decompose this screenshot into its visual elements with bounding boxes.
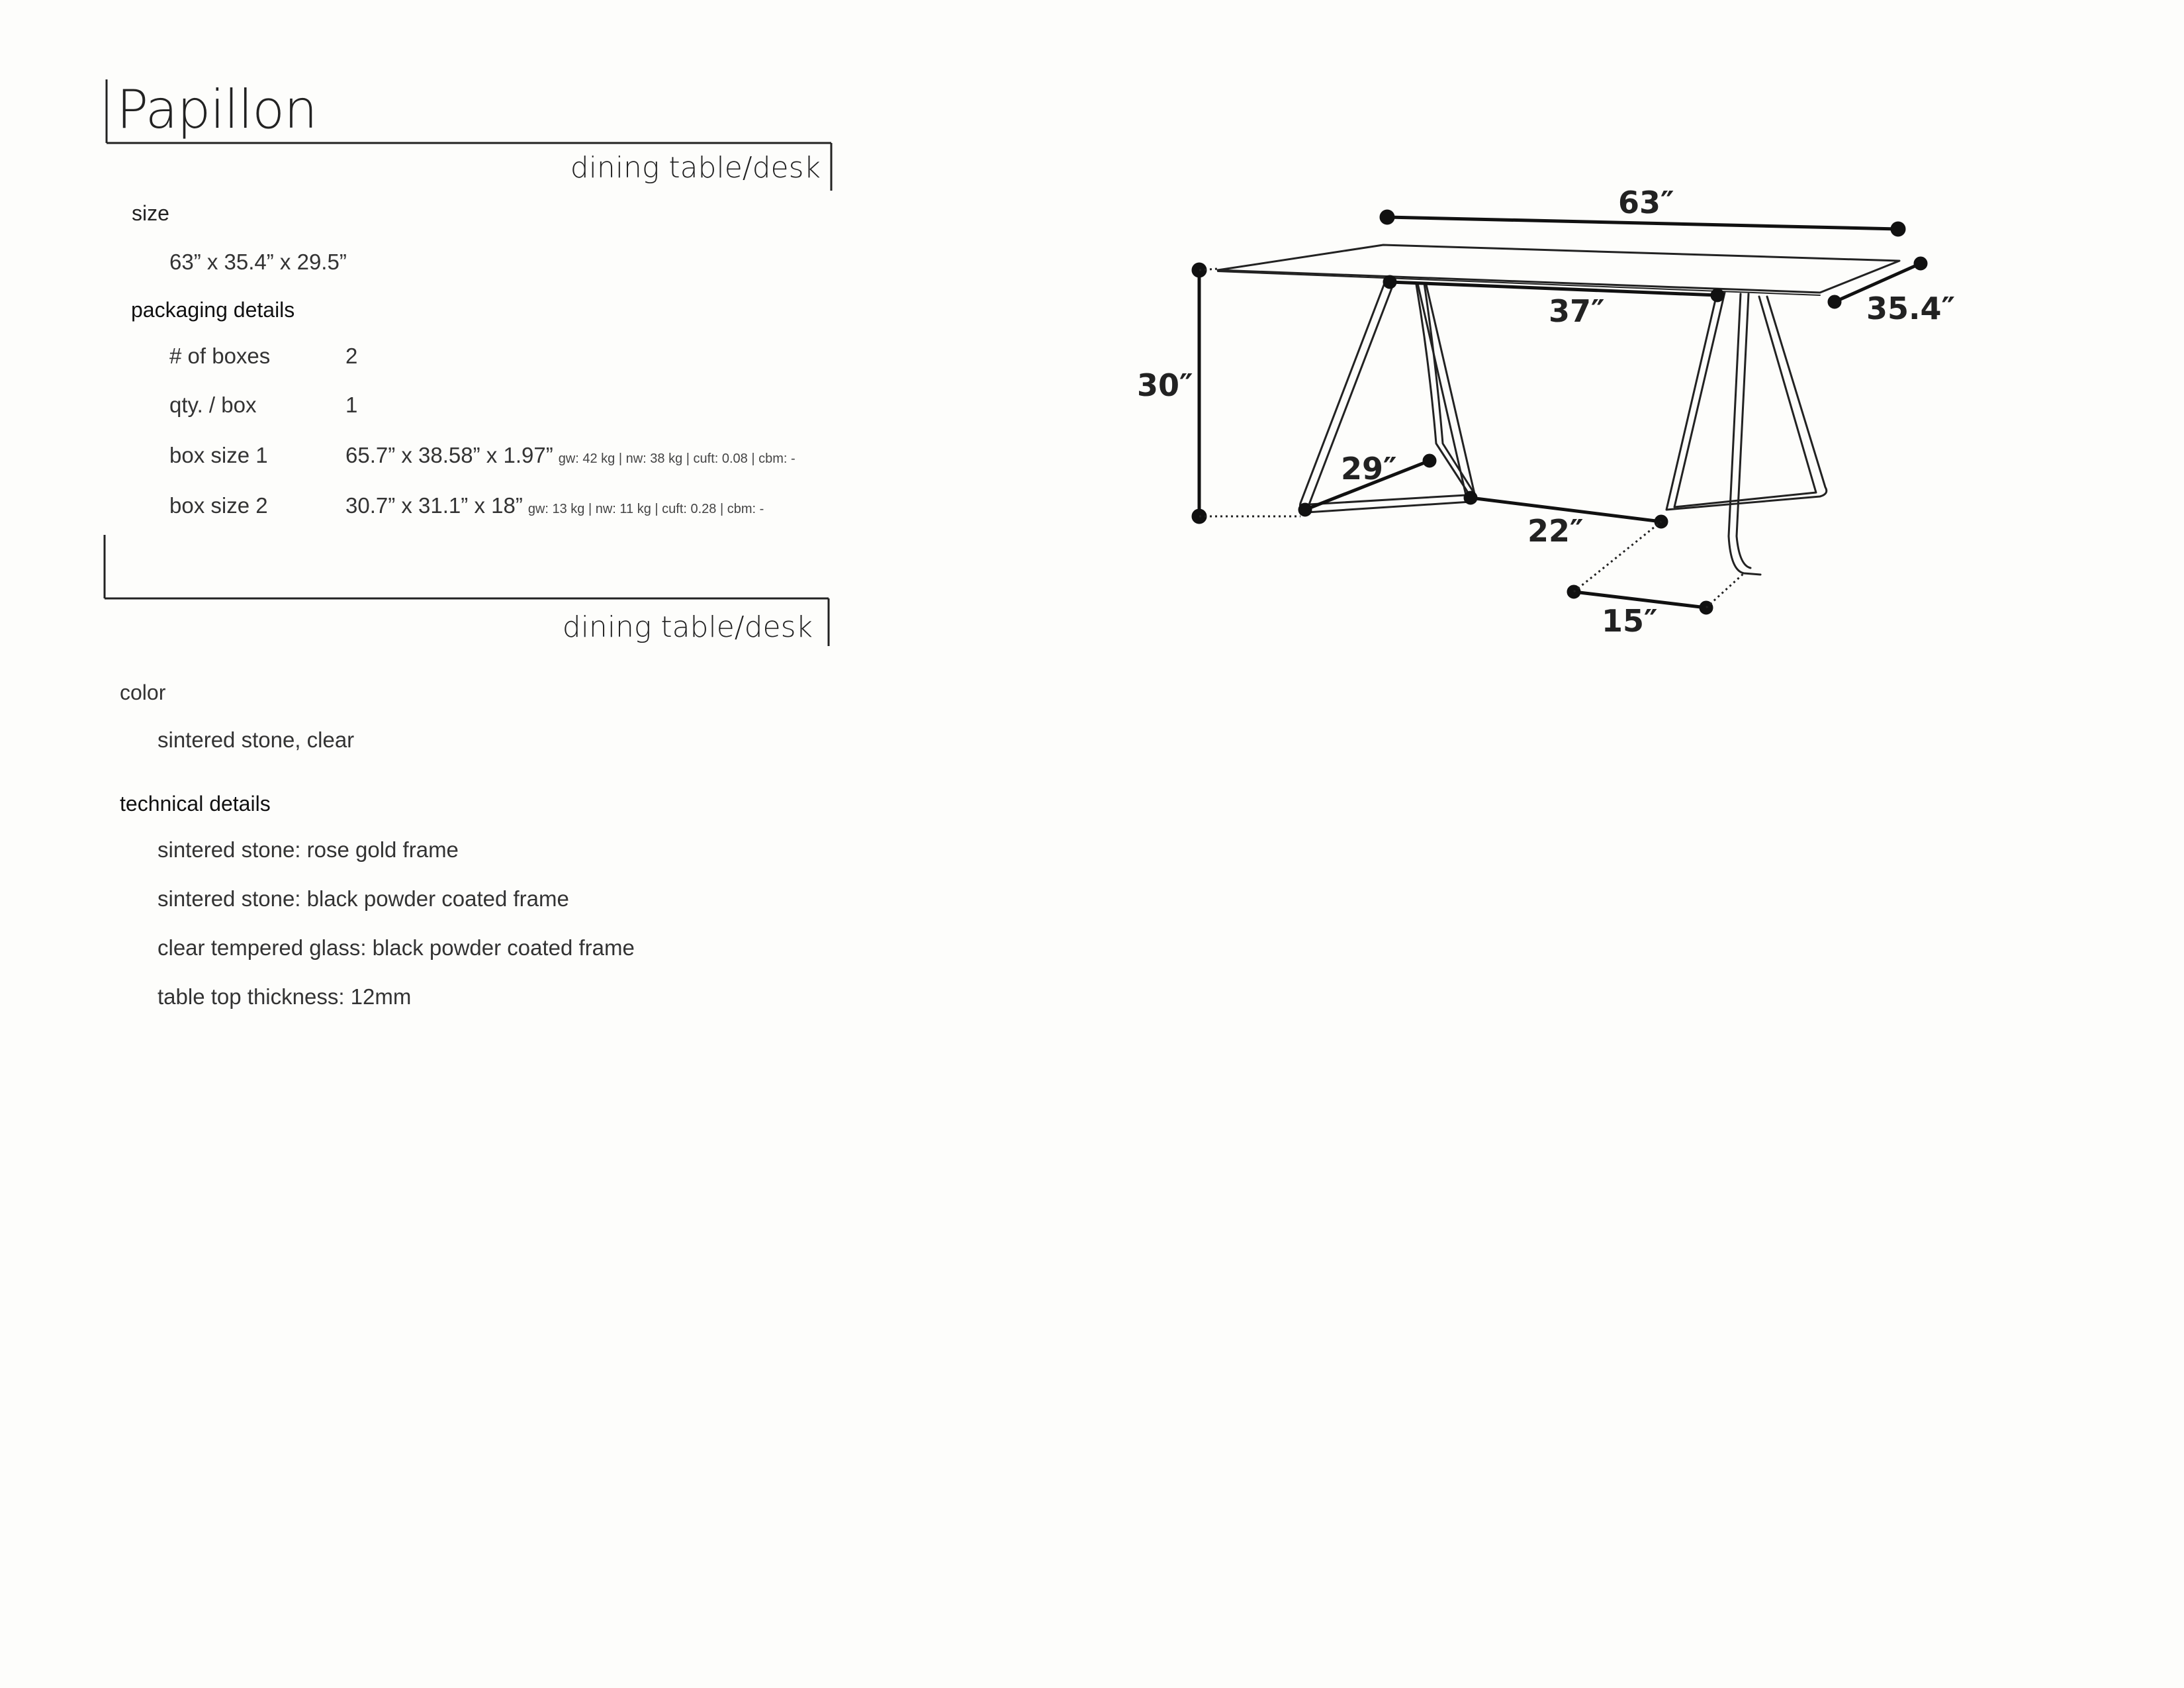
dimension-length-label: 63″ (1618, 185, 1674, 220)
box-size-1-note: gw: 42 kg | nw: 38 kg | cuft: 0.08 | cbm: - (558, 451, 796, 466)
right-leg-inner (1674, 293, 1816, 507)
table-dimension-drawing (1125, 165, 1999, 669)
dimension-leg-depth-label: 29″ (1341, 451, 1397, 487)
right-leg-cross (1729, 294, 1760, 575)
packaging-label: packaging details (131, 298, 295, 322)
packaging-row-label: box size 1 (169, 443, 268, 467)
technical-item: table top thickness: 12mm (158, 984, 412, 1009)
packaging-row-label: box size 2 (169, 493, 268, 518)
dimension-foot-label: 15″ (1602, 603, 1658, 639)
packaging-row-value: 2 (345, 344, 358, 368)
technical-label: technical details (120, 792, 271, 816)
size-value: 63” x 35.4” x 29.5” (169, 250, 347, 274)
dimension-inner-span-label: 37″ (1549, 293, 1605, 329)
dimension-height-label: 30″ (1137, 367, 1193, 403)
packaging-row-label: qty. / box (169, 393, 257, 417)
technical-item: sintered stone: rose gold frame (158, 837, 459, 862)
size-label: size (132, 201, 169, 225)
color-value: sintered stone, clear (158, 727, 355, 752)
box-size-2-note: gw: 13 kg | nw: 11 kg | cuft: 0.28 | cbm: - (527, 502, 764, 516)
box-size-2-value: 30.7” x 31.1” x 18” (345, 493, 523, 518)
packaging-row-value (345, 492, 764, 522)
color-label: color (120, 680, 166, 704)
product-subtitle-secondary: dining table/desk (562, 610, 813, 644)
box-size-1-value: 65.7” x 38.58” x 1.97” (345, 443, 553, 467)
packaging-row-label: # of boxes (169, 344, 271, 368)
product-subtitle: dining table/desk (570, 151, 821, 185)
technical-item: clear tempered glass: black powder coated frame (158, 935, 635, 960)
dimension-depth-label: 35.4″ (1866, 291, 1956, 326)
packaging-row-value: 1 (345, 393, 358, 417)
dimension-base-span-label: 22″ (1527, 513, 1584, 549)
technical-item: sintered stone: black powder coated frame (158, 886, 569, 911)
packaging-row-value (345, 442, 796, 472)
page-title: Papillon (116, 79, 317, 140)
